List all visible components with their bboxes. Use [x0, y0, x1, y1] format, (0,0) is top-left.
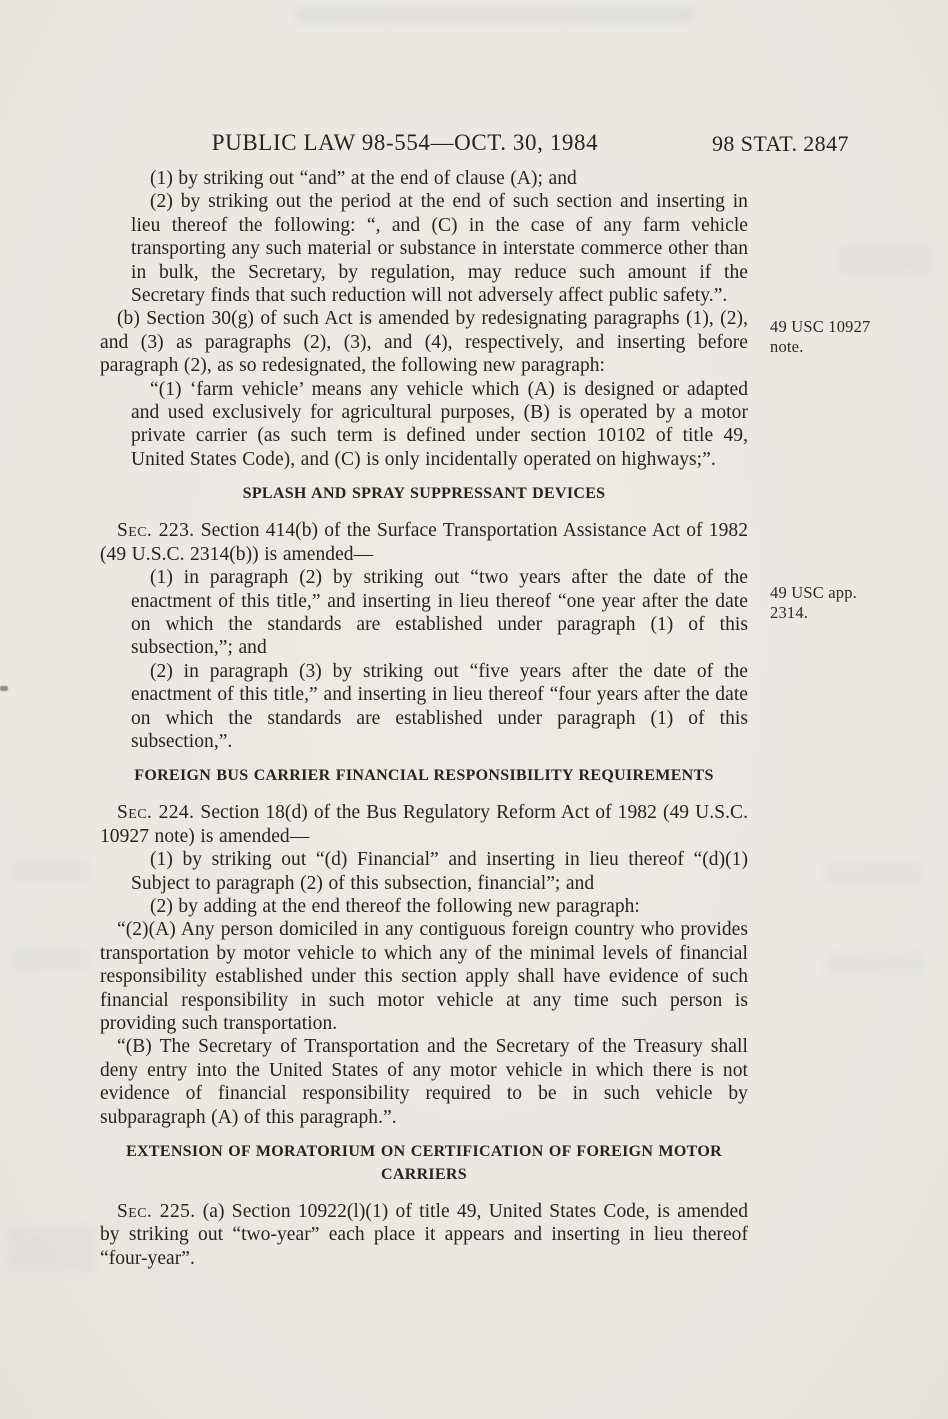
bleed-through-artifact [8, 1226, 96, 1272]
margin-note-line: 49 USC app. [770, 583, 857, 602]
section-text: (a) Section 10922(l)(1) of title 49, United States Code, is amended by striking out “two-year” each place it appears and inserting in lieu thereof “four-year”. [100, 1201, 749, 1269]
margin-note-line: note. [770, 337, 804, 356]
statute-section-225 [100, 1200, 748, 1270]
statute-clause: (1) in paragraph (2) by striking out “two years after the date of the enactment of this title,” and inserting in lieu thereof “one year after the date on which the standards are established under paragraph (1) of this subsection,”; and [131, 567, 748, 659]
margin-note-line: 2314. [770, 603, 809, 622]
running-head-title: PUBLIC LAW 98-554—OCT. 30, 1984 [211, 130, 599, 155]
statute-clause: (2) in paragraph (3) by striking out “five years after the date of the enactment of this title,” and inserting in lieu thereof “four years after the date on which the standards are established under paragraph (1) of this subsection,”. [131, 660, 748, 752]
bleed-through-artifact [836, 243, 931, 277]
section-heading-moratorium: EXTENSION OF MORATORIUM ON CERTIFICATION OF FOREIGN MOTOR CARRIERS [126, 1143, 722, 1184]
statute-page-number: 98 STAT. 2847 [712, 131, 849, 156]
section-number: Sec. 223. [117, 520, 195, 542]
statute-section-224 [100, 801, 748, 848]
scan-speck [0, 686, 8, 691]
statute-clause: (2) by striking out the period at the end of such section and inserting in lieu thereof the following: “, and (C) in the case of any farm vehicle transporting any such material or substance in interstate commerce other than in bulk, the Secretary, by regulation, may reduce such amount if the Secretary finds that such reduction will not adversely affect public safety.”. [131, 191, 748, 307]
statute-text-column [100, 167, 748, 1270]
statute-clause: (1) by striking out “(d) Financial” and inserting in lieu thereof “(d)(1) Subject to paragraph (2) of this subsection, financial”; and [131, 849, 748, 894]
statute-section-223 [100, 519, 748, 566]
statute-paragraph: “(2)(A) Any person domiciled in any contiguous foreign country who provides transportation by motor vehicle to which any of the minimal levels of financial responsibility established under this section apply shall have evidence of such financial responsibility in such motor vehicle at any time such person is providing such transportation. [100, 919, 748, 1034]
bleed-through-artifact [824, 862, 924, 886]
section-number: Sec. 224. [117, 802, 195, 824]
margin-note-usc-10927 [770, 317, 930, 357]
bleed-through-artifact [824, 952, 924, 976]
bleed-through-artifact [12, 858, 90, 884]
bleed-through-artifact [12, 946, 90, 972]
statute-clause: (2) by adding at the end thereof the following new paragraph: [150, 895, 640, 917]
section-text: Section 414(b) of the Surface Transportation Assistance Act of 1982 (49 U.S.C. 2314(b)) is amended— [100, 520, 748, 565]
statute-clause: (1) by striking out “and” at the end of clause (A); and [150, 168, 577, 189]
section-heading-foreign-bus: FOREIGN BUS CARRIER FINANCIAL RESPONSIBILITY REQUIREMENTS [134, 767, 714, 785]
statute-paragraph: (b) Section 30(g) of such Act is amended by redesignating paragraphs (1), (2), and (3) as paragraphs (2), (3), and (4), respectively, and inserting before paragraph (2), as so redesignated, the following new paragraph: [100, 308, 748, 377]
section-number: Sec. 225. [117, 1201, 196, 1223]
section-heading-splash-spray: SPLASH AND SPRAY SUPPRESSANT DEVICES [242, 485, 606, 503]
margin-note-line: 49 USC 10927 [770, 317, 871, 336]
statute-clause: “(1) ‘farm vehicle’ means any vehicle which (A) is designed or adapted and used exclusively for agricultural purposes, (B) is operated by a motor private carrier (as such term is defined under section 10102 of title 49, United States Code), and (C) is only incidentally operated on highways;”. [131, 378, 748, 470]
section-text: Section 18(d) of the Bus Regulatory Reform Act of 1982 (49 U.S.C. 10927 note) is amended— [100, 802, 749, 847]
margin-note-usc-app-2314 [770, 583, 930, 623]
statute-paragraph: “(B) The Secretary of Transportation and the Secretary of the Treasury shall deny entry into the United States of any motor vehicle in which there is not evidence of financial responsibility required to be in such vehicle by subparagraph (A) of this paragraph.”. [100, 1036, 748, 1128]
bleed-through-artifact [295, 7, 695, 22]
